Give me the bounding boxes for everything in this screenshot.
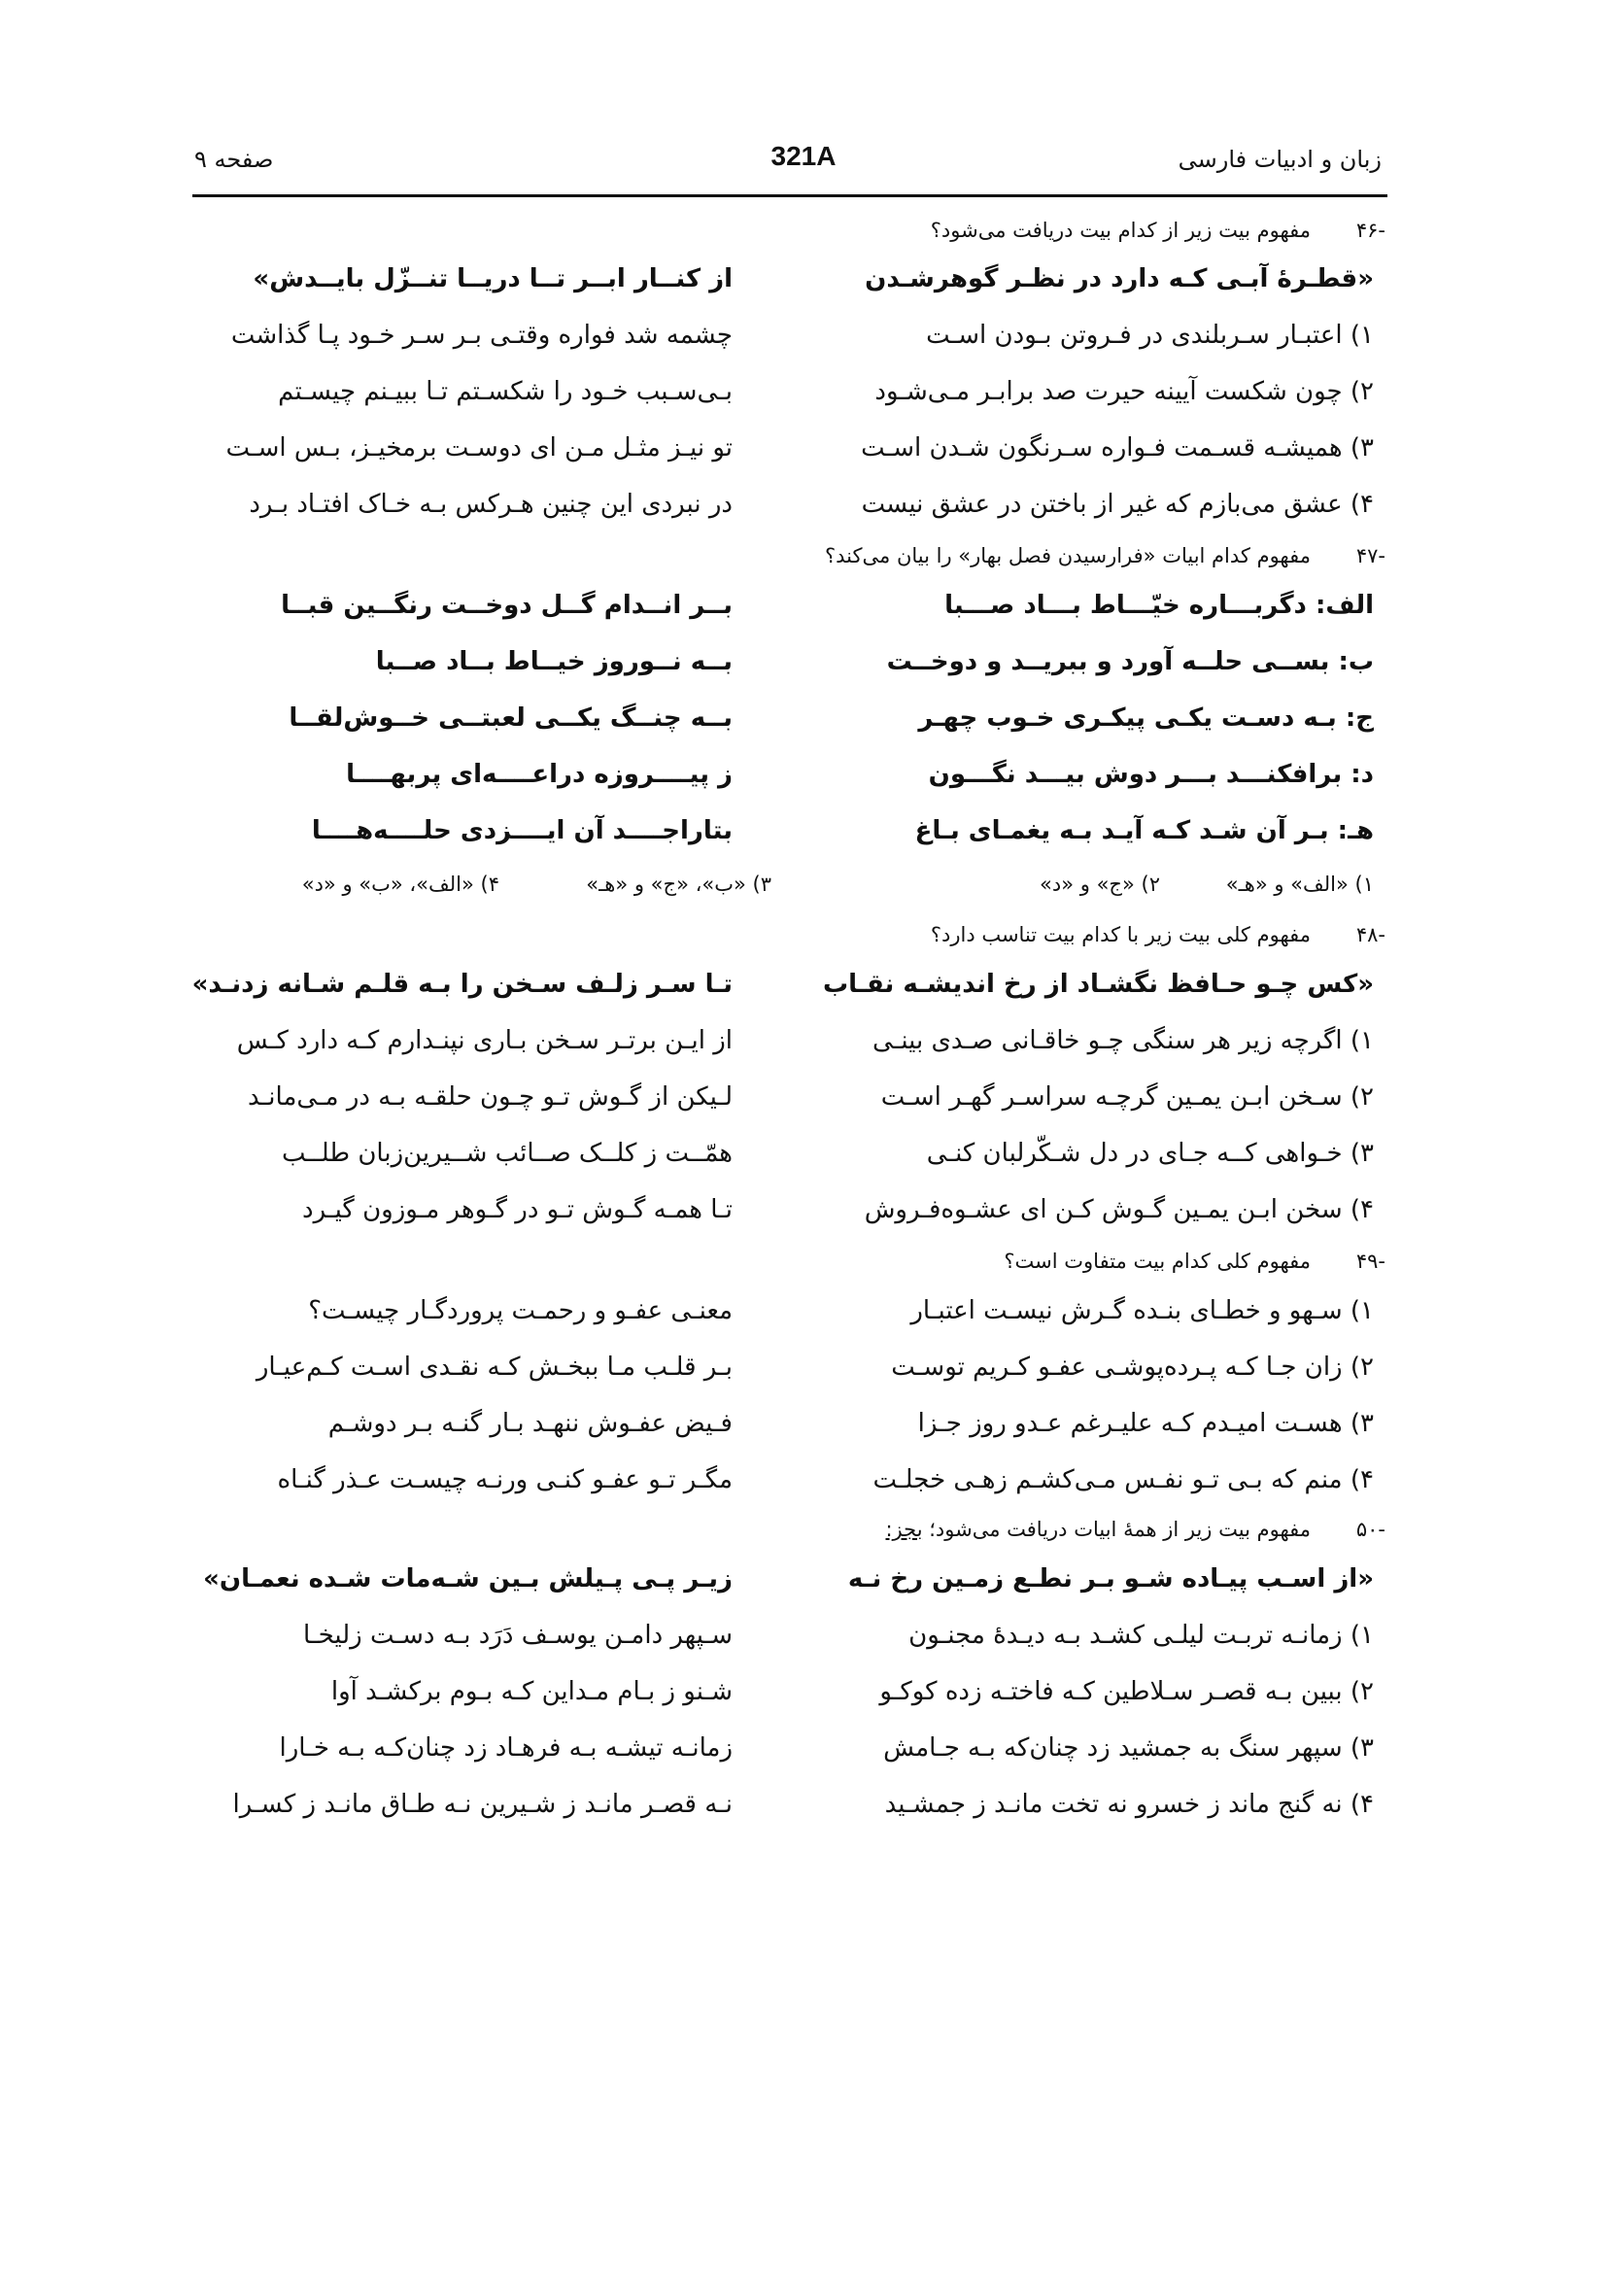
stem-first-hemistich: «قطـرهٔ آبـی کـه دارد در نظـر گوهرشـدن xyxy=(865,264,1374,293)
answer-3[interactable]: ۳) «ب»، «ج» و «هـ» xyxy=(586,873,771,896)
verse-dal-second: ز پیــــروزه دراعــــه‌ای پربهــــا xyxy=(346,760,733,789)
option-3[interactable]: ۳) همیشـه قسـمت فـواره سـرنگون شـدن اسـت xyxy=(861,433,1374,463)
verse-jim: ج: بـه دسـت یکـی پیکـری خـوب چهـر xyxy=(918,703,1374,733)
option-3[interactable]: ۳) سپهر سنگ به جمشید زد چنان‌که بـه جـامش xyxy=(883,1733,1374,1763)
subject-title: زبان و ادبیات فارسی xyxy=(1178,146,1382,173)
question-prompt: مفهوم کلی بیت زیر با کدام بیت تناسب دارد؟ xyxy=(930,923,1311,946)
question-prompt: مفهوم کلی کدام بیت متفاوت است؟ xyxy=(1004,1250,1311,1273)
option-1[interactable]: ۱) زمانـه تربـت لیلـی کشـد بـه دیـدهٔ مجنـون xyxy=(908,1621,1374,1650)
option-2-second-hemistich: لـیکن از گـوش تـو چـون حلقـه بـه در مـی‌مانـد xyxy=(248,1082,733,1112)
question-prompt: مفهوم کدام ابیات «فرارسیدن فصل بهار» را بیان می‌کند؟ xyxy=(825,544,1311,567)
option-2[interactable]: ۲) ببین بـه قصـر سـلاطین کـه فاختـه زده کوکـو xyxy=(879,1677,1374,1706)
option-4[interactable]: ۴) نه گنج ماند ز خسرو نه تخت مانـد ز جمشـید xyxy=(884,1790,1374,1819)
option-3-second-hemistich: همّــت ز کلــک صــائب شــیرین‌زبان طلــب xyxy=(282,1139,733,1168)
option-1[interactable]: ۱) اگرچه زیر هر سنگی چـو خاقـانی صـدی بینـی xyxy=(872,1026,1374,1055)
option-1-second-hemistich: معنـی عفـو و رحمـت پروردگـار چیسـت؟ xyxy=(308,1296,733,1325)
question-number: -۴۹ xyxy=(1355,1250,1385,1273)
question-prompt: مفهوم بیت زیر از همهٔ ابیات دریافت می‌شود؛ xyxy=(929,1518,1311,1541)
verse-alef: الف: دگربـــاره خیّـــاط بـــاد صـــبا xyxy=(944,591,1374,620)
option-4-second-hemistich: در نبردی این چنین هـرکس بـه خـاک افتـاد بـرد xyxy=(249,490,733,519)
question-number: -۴۸ xyxy=(1355,923,1385,946)
option-1-second-hemistich: سـپهر دامـن یوسـف دَرَد بـه دسـت زلیخـا xyxy=(303,1621,733,1650)
option-1-second-hemistich: چشمه شد فواره وقتـی بـر سـر خـود پـا گذاشت xyxy=(230,321,733,350)
option-4[interactable]: ۴) سخن ابـن یمـین گـوش کـن ای عشـوه‌فـروش xyxy=(864,1195,1374,1224)
option-1[interactable]: ۱) سـهو و خطـای بنـده گـرش نیسـت اعتبـار xyxy=(910,1296,1374,1325)
option-2[interactable]: ۲) سـخن ابـن یمـین گرچـه سراسـر گهـر اسـت xyxy=(880,1082,1374,1112)
option-4-second-hemistich: نـه قصـر مانـد ز شـیرین نـه طـاق مانـد ز کسـرا xyxy=(232,1790,733,1819)
option-2[interactable]: ۲) چون شکست آیینه حیرت صد برابـر مـی‌شـود xyxy=(874,377,1374,406)
option-4-second-hemistich: مگـر تـو عفـو کنـی ورنـه چیسـت عـذر گنـاه xyxy=(277,1465,733,1494)
header-divider xyxy=(192,194,1387,197)
verse-he: هـ: بـر آن شـد کـه آیـد بـه یغمـای بـاغ xyxy=(914,816,1374,845)
stem-second-hemistich: از کنــار ابــر تــا دریــا تنــزّل بایــدش» xyxy=(253,264,733,293)
stem-second-hemistich: زیـر پـی پـیلش بـین شـه‌مات شـده نعمـان» xyxy=(203,1564,733,1593)
answer-4[interactable]: ۴) «الف»، «ب» و «د» xyxy=(301,873,499,896)
question-number: -۴۷ xyxy=(1355,544,1385,567)
verse-he-second: بتاراجــــد آن ایــــزدی حلــــه‌هــــا xyxy=(311,816,733,845)
option-2-second-hemistich: شـنو ز بـام مـداین کـه بـوم برکشـد آوا xyxy=(330,1677,733,1706)
stem-first-hemistich: «کس چـو حـافظ نگشـاد از رخ اندیشـه نقـاب xyxy=(823,970,1374,999)
option-4[interactable]: ۴) عشق می‌بازم که غیر از باختن در عشق نیست xyxy=(861,490,1374,519)
question-number: -۵۰ xyxy=(1355,1518,1385,1541)
option-3[interactable]: ۳) خـواهی کــه جـای در دل شـکّرلبان کنـی xyxy=(926,1139,1374,1168)
verse-be: ب: بســی حلــه آورد و ببریــد و دوخــت xyxy=(886,647,1374,676)
answer-2[interactable]: ۲) «ج» و «د» xyxy=(1040,873,1160,896)
option-4-second-hemistich: تـا همـه گـوش تـو در گـوهر مـوزون گیـرد xyxy=(302,1195,733,1224)
answer-1[interactable]: ۱) «الف» و «هـ» xyxy=(1225,873,1374,896)
booklet-code: 321A xyxy=(770,141,837,171)
option-2-second-hemistich: بـر قلـب مـا ببخـش کـه نقـدی اسـت کـم‌عیـار xyxy=(256,1353,733,1382)
question-prompt: مفهوم بیت زیر از کدام بیت دریافت می‌شود؟ xyxy=(930,219,1311,242)
question-number: -۴۶ xyxy=(1355,219,1385,242)
verse-be-second: بــه نــوروز خیــاط بــاد صــبا xyxy=(375,647,733,676)
question-exception-word: بجز: xyxy=(885,1518,923,1541)
option-2[interactable]: ۲) زان جـا کـه پـرده‌پوشـی عفـو کـریم توسـت xyxy=(891,1353,1374,1382)
option-3-second-hemistich: فـیض عفـوش ننهـد بـار گنـه بـر دوشـم xyxy=(327,1409,733,1438)
option-3[interactable]: ۳) هسـت امیـدم کـه علیـرغم عـدو روز جـزا xyxy=(917,1409,1374,1438)
verse-dal: د: برافکنـــد بـــر دوش بیـــد نگـــون xyxy=(928,760,1374,789)
option-1[interactable]: ۱) اعتبـار سـربلندی در فـروتن بـودن اسـت xyxy=(926,321,1374,350)
option-1-second-hemistich: از ایـن برتـر سـخن بـاری نپنـدارم کـه دارد کـس xyxy=(236,1026,733,1055)
option-3-second-hemistich: تو نیـز مثـل مـن ای دوسـت برمخیـز، بـس اسـت xyxy=(225,433,733,463)
question-prompt-row xyxy=(885,1518,1311,1541)
stem-first-hemistich: «از اسـب پیـاده شـو بـر نطـع زمـین رخ نـه xyxy=(847,1564,1374,1593)
stem-second-hemistich: تـا سـر زلـف سـخن را بـه قلـم شـانه زدنـد» xyxy=(191,970,733,999)
verse-alef-second: بــر انــدام گــل دوخــت رنگــین قبــا xyxy=(281,591,733,620)
option-2-second-hemistich: بـی‌سـبب خـود را شکسـتم تـا ببیـنم چیسـتم xyxy=(278,377,733,406)
option-4[interactable]: ۴) منم که بـی تـو نفـس مـی‌کشـم زهـی خجلـت xyxy=(872,1465,1374,1494)
option-3-second-hemistich: زمانـه تیشـه بـه فرهـاد زد چنان‌کـه بـه خـارا xyxy=(279,1733,733,1763)
page-number: صفحه ۹ xyxy=(194,146,274,173)
verse-jim-second: بــه چنــگ یکــی لعبتــی خــوش‌لقــا xyxy=(289,703,733,733)
